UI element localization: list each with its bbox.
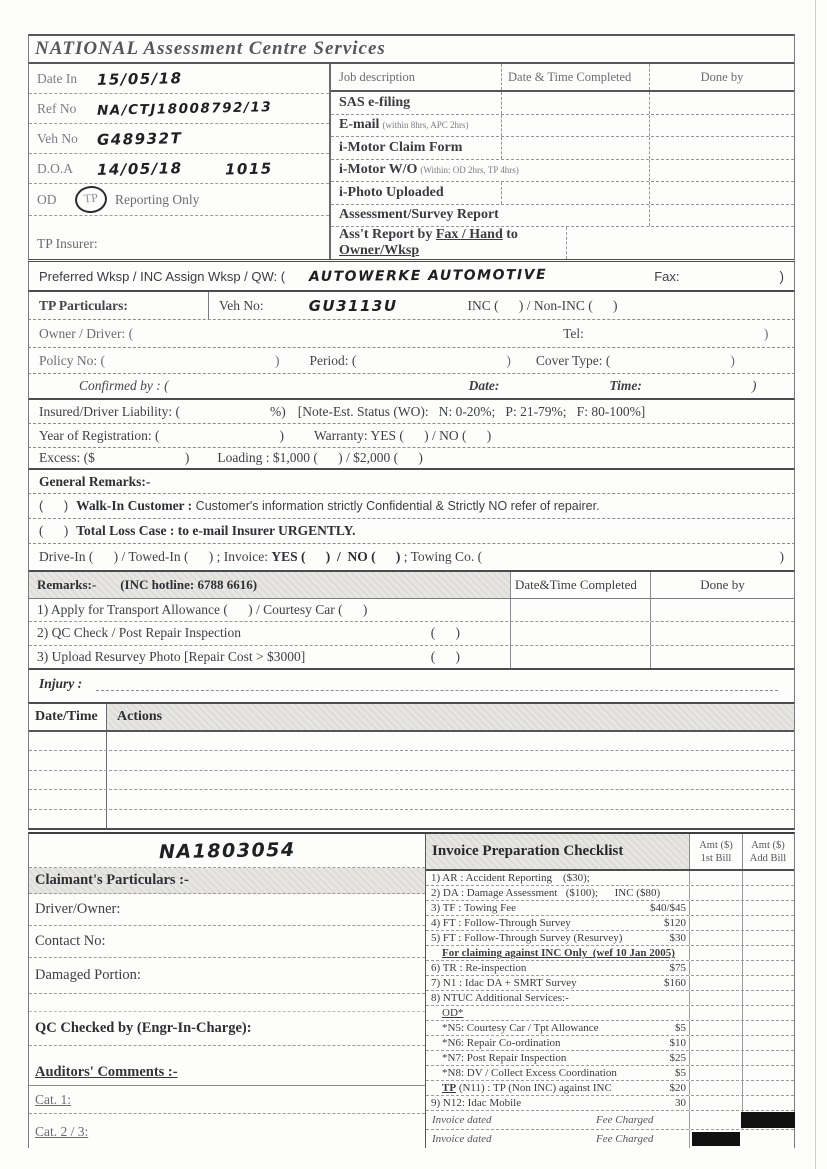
table-row	[426, 946, 794, 961]
injury-row	[28, 670, 795, 702]
checklist-title: Invoice Preparation Checklist	[426, 834, 689, 869]
date-time-cell	[29, 751, 106, 769]
total-loss-text: : to e-mail Insurer URGENTLY.	[166, 523, 356, 538]
col-date-time: Date/Time	[35, 709, 98, 724]
done-by-cell	[650, 622, 794, 644]
claimant-particulars-label: Claimant's Particulars :-	[35, 872, 189, 888]
date-in-label: Date In	[37, 70, 78, 86]
add-bill-cell	[742, 1051, 793, 1065]
add-bill-label: Add Bill	[749, 852, 787, 864]
doa-handwritten-time: 1015	[224, 159, 273, 178]
tel-label: Tel:	[563, 325, 584, 341]
fee-amount: $30	[669, 932, 686, 945]
damaged-portion-row	[29, 958, 425, 994]
table-row	[426, 1066, 794, 1081]
table-row	[426, 931, 794, 946]
first-bill-cell	[689, 1081, 742, 1095]
checklist-item: 5) FT : Follow-Through Survey (Resurvey)	[431, 932, 623, 945]
cat23-label: Cat. 2 / 3:	[35, 1124, 89, 1139]
asst-report-fax-hand: Fax / Hand	[435, 227, 503, 242]
add-bill-cell	[742, 1130, 793, 1148]
date-time-cell	[29, 810, 106, 828]
first-bill-cell	[689, 931, 742, 945]
form-title: NATIONAL Assessment Centre Services	[35, 38, 386, 59]
od-row	[29, 184, 329, 216]
first-bill-cell	[689, 976, 742, 990]
fee-charged-label: Fee Charged	[596, 1114, 654, 1127]
table-row	[331, 160, 794, 183]
table-row	[331, 115, 794, 138]
total-loss-row	[28, 519, 795, 544]
amt-label: Amt ($)	[751, 839, 785, 851]
first-bill-cell	[689, 1066, 742, 1080]
job-sublabel: (Within: OD 2hrs, TP 4hrs)	[420, 165, 519, 176]
fee-amount: $20	[669, 1082, 686, 1095]
date-completed-cell	[510, 646, 650, 668]
table-row	[331, 92, 794, 115]
asst-report-mid: to	[502, 227, 522, 242]
tp-underlined: TP	[442, 1082, 457, 1095]
paren-close: )	[779, 268, 784, 284]
checklist-item: 8) NTUC Additional Services:-	[431, 992, 569, 1005]
col-amt-add-bill	[742, 834, 793, 869]
case-number-row	[29, 834, 425, 868]
invoice-preparation-checklist	[426, 834, 794, 1148]
first-bill-cell	[689, 1021, 742, 1035]
general-remarks-title: General Remarks:-	[39, 473, 151, 489]
table-row	[29, 771, 794, 790]
done-by-cell	[649, 137, 794, 159]
first-bill-cell	[689, 946, 742, 960]
time-label: Time:	[609, 378, 642, 393]
walk-in-text: Customer's information strictly Confidential & Strictly NO refer of repairer.	[192, 499, 600, 513]
table-row	[426, 976, 794, 991]
doa-handwritten-date: 14/05/18	[96, 158, 183, 179]
table-row	[426, 1036, 794, 1051]
col-date-time-completed: Date&Time Completed	[510, 572, 650, 598]
wksp-handwritten-value: AUTOWERKE AUTOMOTIVE	[309, 266, 548, 286]
owner-driver-label: Owner / Driver: (	[39, 325, 134, 341]
job-table-header	[331, 64, 794, 92]
driver-owner-label: Driver/Owner:	[35, 901, 121, 917]
checkbox-paren: ( )	[430, 648, 460, 664]
table-row	[331, 227, 794, 259]
table-row	[331, 182, 794, 205]
checklist-note: OD*	[442, 1007, 464, 1020]
paren-close: )	[506, 352, 511, 368]
year-registration-label: Year of Registration: (	[39, 427, 160, 443]
liability-row	[28, 400, 795, 424]
qc-checked-label: QC Checked by (Engr-In-Charge):	[35, 1020, 252, 1036]
tp-veh-no-label: Veh No:	[219, 297, 264, 313]
walk-in-label: Walk-In Customer :	[76, 498, 193, 513]
table-row	[29, 790, 794, 809]
date-completed-cell	[510, 599, 650, 621]
spacer-row	[29, 1046, 425, 1060]
action-cell	[106, 771, 794, 789]
ref-no-row	[29, 94, 329, 124]
fee-charged-label: Fee Charged	[596, 1133, 654, 1146]
checklist-item: 3) TF : Towing Fee	[431, 902, 516, 915]
paren-close: )	[279, 427, 284, 443]
total-loss-label: Total Loss Case	[76, 523, 167, 538]
done-by-cell	[649, 205, 794, 227]
doa-row	[29, 154, 329, 184]
policy-no-label: Policy No: (	[39, 352, 105, 368]
add-bill-cell	[742, 976, 793, 990]
veh-no-handwritten-value: G48932T	[96, 128, 183, 149]
tp-particulars-row	[28, 292, 795, 320]
date-label: Date:	[468, 378, 500, 393]
add-bill-cell	[742, 1096, 793, 1110]
fee-amount: 30	[675, 1097, 686, 1110]
tp-insurer-label: TP Insurer:	[37, 236, 98, 251]
cat1-label: Cat. 1:	[35, 1091, 71, 1107]
handwritten-circle-mark: TP	[74, 184, 109, 214]
checklist-item: (N11) : TP (Non INC) against INC	[456, 1082, 612, 1095]
job-label: SAS e-filing	[339, 94, 411, 110]
paren-close: )	[730, 352, 735, 368]
veh-no-row	[29, 124, 329, 154]
add-bill-cell	[742, 961, 793, 975]
col-done-by: Done by	[649, 64, 794, 90]
table-row	[426, 871, 794, 886]
table-row	[426, 1021, 794, 1036]
cat23-row	[29, 1114, 425, 1144]
fee-amount: $40/$45	[649, 902, 686, 915]
remarks-table-header	[29, 572, 794, 599]
add-bill-cell	[742, 1021, 793, 1035]
done-by-cell	[650, 599, 794, 621]
liability-label: Insured/Driver Liability: (	[39, 403, 180, 419]
invoice-dated-label: Invoice dated	[432, 1133, 492, 1146]
job-table	[331, 64, 794, 259]
veh-no-label: Veh No	[37, 130, 78, 146]
remark-text: 1) Apply for Transport Allowance ( ) / Courtesy Car ( )	[37, 602, 368, 618]
injury-label: Injury :	[39, 676, 83, 691]
action-cell	[106, 790, 794, 808]
case-number-handwritten: NA1803054	[158, 838, 296, 863]
fee-amount: $5	[675, 1022, 686, 1035]
remarks-table	[28, 570, 795, 670]
checkbox-paren: ( )	[39, 499, 69, 513]
table-row	[331, 205, 794, 228]
job-label: Assessment/Survey Report	[339, 207, 499, 223]
job-sublabel: (within 8hrs, APC 2hrs)	[382, 120, 469, 131]
first-bill-cell	[689, 871, 742, 885]
date-time-cell	[29, 790, 106, 808]
checklist-item: 9) N12: Idac Mobile	[431, 1097, 522, 1110]
asst-report-pre: Ass't Report by	[339, 227, 436, 242]
general-remarks-header	[28, 470, 795, 494]
cat1-row	[29, 1086, 425, 1114]
date-completed-cell	[510, 622, 650, 644]
table-row	[29, 810, 794, 828]
redaction-mark	[692, 1132, 740, 1146]
date-completed-cell	[501, 92, 649, 114]
tp-particulars-label: TP Particulars:	[29, 292, 209, 319]
liability-note: [Note-Est. Status (WO): N: 0-20%; P: 21-79%; F: 80-100%]	[297, 403, 646, 419]
checklist-item: 6) TR : Re-inspection	[431, 962, 527, 975]
fee-amount: $5	[675, 1067, 686, 1080]
checklist-item: 2) DA : Damage Assessment ($100); INC ($80)	[431, 887, 661, 900]
job-label: E-mail	[339, 117, 380, 133]
contact-no-row	[29, 926, 425, 958]
remark-text: 2) QC Check / Post Repair Inspection	[37, 625, 241, 641]
first-bill-cell	[689, 1051, 742, 1065]
claimant-panel	[29, 834, 426, 1148]
year-registration-row	[28, 424, 795, 448]
tp-veh-handwritten-value: GU3113U	[308, 296, 398, 315]
first-bill-cell	[689, 1130, 742, 1148]
add-bill-cell	[742, 901, 793, 915]
checklist-item: 7) N1 : Idac DA + SMRT Survey	[431, 977, 577, 990]
injury-blank-line	[96, 690, 778, 691]
done-by-cell	[649, 92, 794, 114]
first-bill-cell	[689, 1111, 742, 1129]
table-row	[331, 137, 794, 160]
table-row	[29, 599, 794, 622]
walk-in-row	[28, 494, 795, 519]
table-row	[29, 751, 794, 770]
remarks-title-cell	[29, 572, 510, 598]
done-by-cell	[649, 182, 794, 204]
confirmed-by-row	[28, 374, 795, 400]
fee-amount: $25	[669, 1052, 686, 1065]
checklist-header	[426, 834, 794, 871]
contact-no-label: Contact No:	[35, 933, 106, 949]
done-by-cell	[649, 160, 794, 182]
checklist-item: *N8: DV / Collect Excess Coordination	[442, 1067, 617, 1080]
fee-amount: $160	[664, 977, 686, 990]
checklist-item: *N6: Repair Co-ordination	[442, 1037, 561, 1050]
drive-in-row	[28, 544, 795, 570]
asst-report-owner-wksp: Owner/Wksp	[339, 243, 420, 258]
header-block	[28, 64, 795, 262]
owner-driver-row	[28, 320, 795, 348]
col-job-description: Job description	[339, 69, 416, 84]
claimant-particulars-row	[29, 868, 425, 894]
first-bill-cell	[689, 991, 742, 1005]
date-completed-cell	[531, 205, 649, 227]
first-bill-cell	[689, 961, 742, 975]
excess-row	[28, 448, 795, 470]
percent-close: %)	[269, 403, 286, 419]
invoice-dated-row	[426, 1130, 794, 1148]
date-completed-cell	[571, 160, 649, 182]
add-bill-cell	[742, 991, 793, 1005]
preferred-wksp-row	[28, 262, 795, 292]
add-bill-cell	[742, 1081, 793, 1095]
add-bill-cell	[742, 871, 793, 885]
add-bill-cell	[742, 1006, 793, 1020]
table-row	[426, 1096, 794, 1111]
table-row	[426, 961, 794, 976]
policy-row	[28, 348, 795, 374]
invoice-dated-label: Invoice dated	[432, 1114, 492, 1127]
invoice-dated-row	[426, 1111, 794, 1130]
assessment-form	[28, 34, 795, 1148]
date-in-handwritten-value: 15/05/18	[96, 68, 183, 89]
col-date-time-completed: Date & Time Completed	[501, 64, 649, 90]
auditors-comments-label: Auditors' Comments :-	[35, 1064, 178, 1080]
fee-amount: $75	[669, 962, 686, 975]
date-time-cell	[29, 771, 106, 789]
spacer-row	[29, 994, 425, 1012]
tp-insurer-row	[29, 216, 329, 260]
form-title-row	[28, 34, 795, 64]
remarks-title: Remarks:-	[37, 577, 97, 592]
paren-close: )	[751, 378, 757, 393]
checkbox-paren: ( )	[39, 523, 69, 538]
table-row	[29, 646, 794, 668]
excess-label: Excess: ($	[39, 450, 95, 465]
drive-in-label: Drive-In ( ) / Towed-In ( ) ; Invoice:	[39, 549, 272, 564]
inc-hotline: (INC hotline: 6788 6616)	[120, 577, 258, 592]
towing-co-label: ; Towing Co. (	[400, 549, 483, 564]
first-bill-cell	[689, 1036, 742, 1050]
paren-close: )	[184, 450, 190, 465]
asst-report-label	[331, 227, 566, 259]
qc-checked-row	[29, 1012, 425, 1046]
date-completed-cell	[501, 182, 649, 204]
add-bill-cell	[742, 886, 793, 900]
auditors-comments-row	[29, 1060, 425, 1086]
fee-amount: $10	[669, 1037, 686, 1050]
table-row	[426, 1081, 794, 1096]
col-done-by: Done by	[650, 572, 794, 598]
add-bill-cell	[742, 946, 793, 960]
paren-close: )	[275, 352, 280, 368]
driver-owner-row	[29, 894, 425, 926]
paren-close: )	[763, 325, 769, 341]
done-by-cell	[650, 646, 794, 668]
table-row	[29, 622, 794, 645]
add-bill-cell	[742, 916, 793, 930]
period-label: Period: (	[309, 352, 357, 368]
od-reporting-only-label: Reporting Only	[115, 191, 200, 207]
action-cell	[106, 751, 794, 769]
date-completed-cell	[501, 137, 649, 159]
add-bill-cell	[742, 1036, 793, 1050]
first-bill-label: 1st Bill	[700, 852, 732, 864]
damaged-portion-label: Damaged Portion:	[35, 967, 141, 983]
warranty-label: Warranty: YES ( ) / NO ( )	[314, 427, 492, 443]
header-left-panel	[29, 64, 331, 259]
fax-label: Fax:	[654, 268, 680, 284]
action-cell	[106, 732, 794, 750]
ref-no-handwritten-value: NA/CTJ18008792/13	[96, 98, 273, 119]
amt-label: Amt ($)	[699, 839, 733, 851]
date-completed-cell	[501, 115, 649, 137]
table-row	[29, 732, 794, 751]
table-row	[426, 1006, 794, 1021]
remark-text: 3) Upload Resurvey Photo [Repair Cost > $3000]	[37, 648, 306, 664]
first-bill-cell	[689, 1096, 742, 1110]
fee-amount: $120	[664, 917, 686, 930]
od-label: OD	[37, 191, 57, 207]
redaction-mark	[741, 1112, 795, 1128]
table-row	[426, 991, 794, 1006]
checklist-item: *N7: Post Repair Inspection	[442, 1052, 567, 1065]
col-actions: Actions	[106, 704, 794, 730]
checkbox-paren: ( )	[430, 625, 460, 641]
action-cell	[106, 810, 794, 828]
checklist-note: For claiming against INC Only (wef 10 Jan 2005)	[442, 947, 675, 960]
first-bill-cell	[689, 1006, 742, 1020]
job-label: i-Photo Uploaded	[339, 184, 444, 200]
done-by-cell	[566, 227, 794, 259]
page-edge-shadow	[815, 0, 816, 1169]
cover-type-label: Cover Type: (	[535, 352, 611, 368]
add-bill-cell	[742, 1066, 793, 1080]
done-by-cell	[649, 115, 794, 137]
col-amt-1st-bill	[689, 834, 742, 869]
checklist-item: 1) AR : Accident Reporting ($30);	[431, 872, 590, 885]
table-row	[426, 916, 794, 931]
loading-label: Loading : $1,000 ( ) / $2,000 ( )	[217, 450, 423, 465]
table-row	[426, 886, 794, 901]
add-bill-cell	[742, 1111, 793, 1129]
date-in-row	[29, 64, 329, 94]
job-label: i-Motor W/O	[339, 162, 418, 178]
checklist-item: 4) FT : Follow-Through Survey	[431, 917, 571, 930]
actions-table	[28, 702, 795, 830]
first-bill-cell	[689, 886, 742, 900]
inc-non-inc-label: INC ( ) / Non-INC ( )	[467, 297, 618, 313]
job-label: i-Motor Claim Form	[339, 139, 463, 155]
actions-table-header	[29, 704, 794, 732]
confirmed-by-label: Confirmed by : (	[79, 378, 169, 393]
table-row	[426, 1051, 794, 1066]
table-row	[426, 901, 794, 916]
add-bill-cell	[742, 931, 793, 945]
invoice-yes-no-label: YES ( ) / NO ( )	[271, 549, 401, 564]
first-bill-cell	[689, 916, 742, 930]
preferred-wksp-label: Preferred Wksp / INC Assign Wksp / QW: (	[39, 268, 286, 284]
ref-no-label: Ref No	[37, 100, 77, 116]
date-time-cell	[29, 732, 106, 750]
paren-close: )	[779, 549, 784, 564]
bottom-block	[28, 832, 795, 1148]
first-bill-cell	[689, 901, 742, 915]
doa-label: D.O.A	[37, 160, 73, 176]
checklist-item: *N5: Courtesy Car / Tpt Allowance	[442, 1022, 599, 1035]
